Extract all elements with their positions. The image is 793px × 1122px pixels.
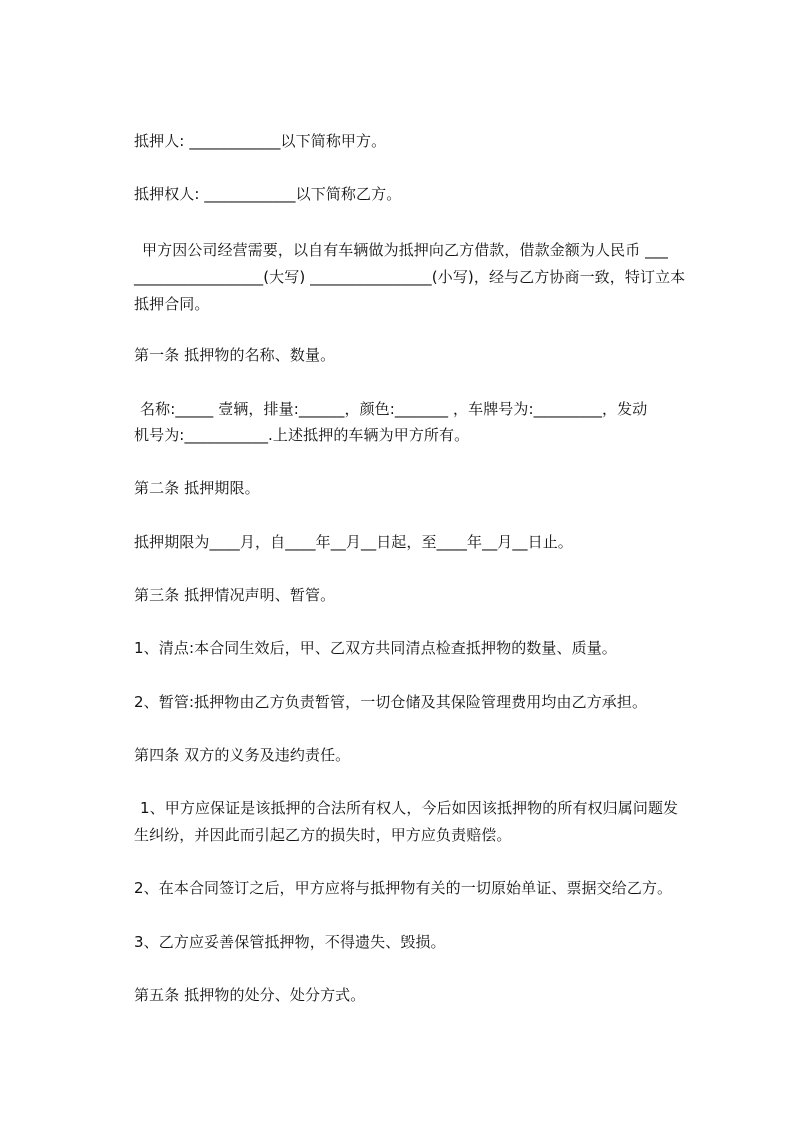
article-5-heading: 第五条 抵押物的处分、处分方式。	[134, 986, 366, 1004]
custody-clause: 2、暂管:抵押物由乙方负责暂管，一切仓储及其保险管理费用均由乙方承担。	[134, 693, 648, 711]
collateral-description-line-2: 机号为:___________.上述抵押的车辆为甲方所有。	[134, 426, 470, 444]
article-3-heading: 第三条 抵押情况声明、暂管。	[134, 586, 336, 604]
mortgagor-line: 抵押人: ____________以下简称甲方。	[134, 132, 387, 150]
article-1-heading: 第一条 抵押物的名称、数量。	[134, 346, 336, 364]
loan-paragraph-line-2: _________________(大写) ________________(小写)，经与乙方协商一致，特订立本	[134, 268, 686, 286]
collateral-description-line-1: 名称:_____ 壹辆，排量:______，颜色:_______ ，车牌号为:_________，发动	[140, 400, 648, 418]
mortgagee-line: 抵押权人: ____________以下简称乙方。	[134, 185, 402, 203]
mortgage-term-line: 抵押期限为____月，自____年__月__日起，至____年__月__日止。	[134, 533, 573, 551]
obligation-2: 2、在本合同签订之后，甲方应将与抵押物有关的一切原始单证、票据交给乙方。	[134, 879, 673, 897]
obligation-1-line-2: 生纠纷，并因此而引起乙方的损失时，甲方应负责赔偿。	[134, 826, 512, 844]
loan-paragraph-line-1: 甲方因公司经营需要，以自有车辆做为抵押向乙方借款，借款金额为人民币 ___	[142, 241, 668, 259]
loan-paragraph-line-3: 抵押合同。	[134, 295, 210, 313]
article-2-heading: 第二条 抵押期限。	[134, 479, 260, 497]
obligation-3: 3、乙方应妥善保管抵押物，不得遗失、毁损。	[134, 933, 446, 951]
obligation-1-line-1: 1、甲方应保证是该抵押的合法所有权人，今后如因该抵押物的所有权归属问题发	[140, 799, 679, 817]
inventory-clause: 1、清点:本合同生效后，甲、乙双方共同清点检查抵押物的数量、质量。	[134, 639, 617, 657]
article-4-heading: 第四条 双方的义务及违约责任。	[134, 746, 351, 764]
